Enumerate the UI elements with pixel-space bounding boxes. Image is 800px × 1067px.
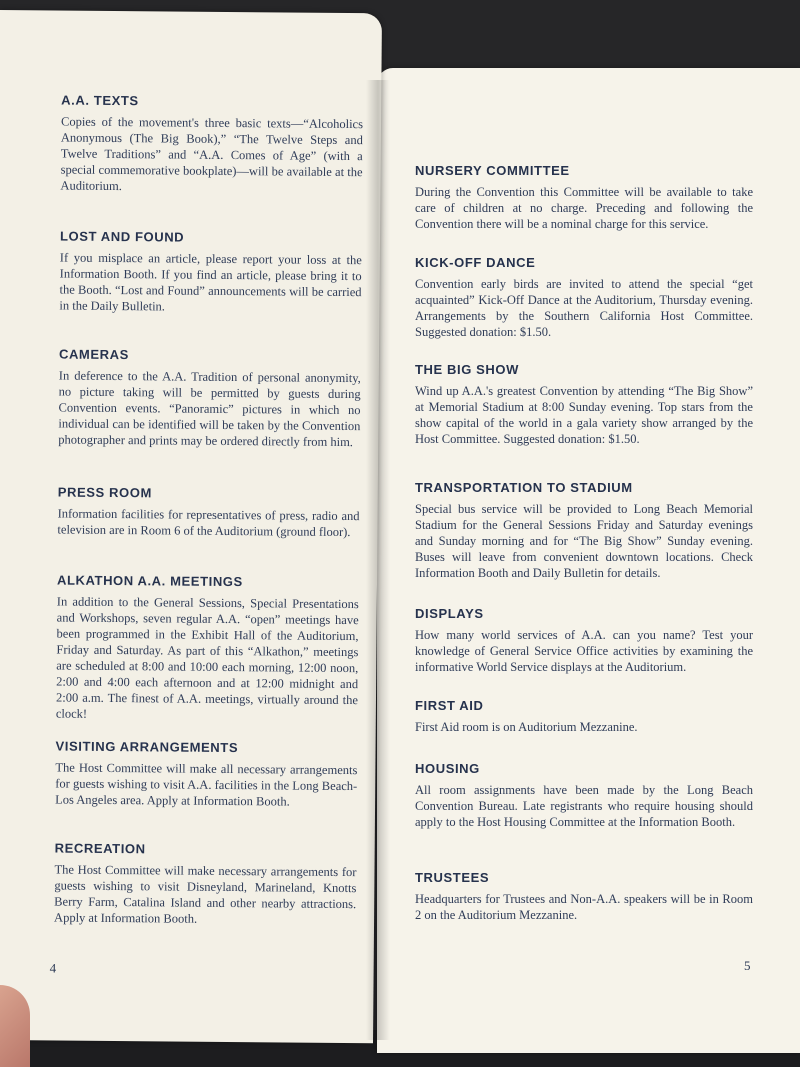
section-body: The Host Committee will make necessary arrangements for guests wishing to visit Disneyland, Marineland, Knotts Berry Farm, Catalina Island and other nearby attractions. Apply at Information Booth. bbox=[54, 862, 357, 926]
section-body: Copies of the movement's three basic texts—“Alcoholics Anonymous (The Big Book),” “The Twelve Steps and Twelve Traditions” and “A.A. Comes of Age” (with a special commemorative bookplate)—will be available at the Auditorium. bbox=[60, 114, 364, 194]
section-displays bbox=[415, 606, 753, 675]
section-body: Wind up A.A.'s greatest Convention by attending “The Big Show” at Memorial Stadium at 8:00 Sunday evening. Top stars from the show capital of the world in a gala variety show arranged by the Host Committee. Suggested donation: $1.50. bbox=[415, 384, 753, 446]
section-trustees bbox=[415, 870, 753, 923]
section-body: In addition to the General Sessions, Special Presentations and Workshops, seven regular A.A. “open” meetings have been programmed in the Exhibit Hall of the Auditorium, Friday and Saturday. As part of this “Alkathon,” meetings are scheduled at 8:00 and 10:00 each morning, 12:00 noon, 2:00 and 4:00 each afternoon and at 12:00 midnight and 2:00 a.m. The finest of A.A. meetings, virtually around the clock! bbox=[55, 594, 359, 721]
section-body: Special bus service will be provided to Long Beach Memorial Stadium for the General Sessions Friday and Saturday evenings and Sunday morning and for “The Big Show” Sunday evening. Buses will leave from convenient downtown locations. Check Information Booth and Daily Bulletin for details. bbox=[415, 502, 753, 580]
section-body: Convention early birds are invited to attend the special “get acquainted” Kick-Off Dance at the Auditorium, Thursday evening. Arrangements by the Southern California Host Committee. Suggested donation: $1.50. bbox=[415, 277, 753, 339]
section-recreation bbox=[54, 841, 357, 929]
section-aa-texts bbox=[60, 93, 363, 197]
right-page bbox=[377, 68, 800, 1053]
section-cameras bbox=[58, 347, 361, 451]
section-heading: NURSERY COMMITTEE bbox=[415, 163, 570, 178]
section-heading: LOST AND FOUND bbox=[59, 228, 185, 245]
section-nursery-committee bbox=[415, 163, 753, 232]
section-body: How many world services of A.A. can you name? Test your knowledge of General Service Office activities by examining the informative World Service displays at the Auditorium. bbox=[415, 628, 753, 674]
section-heading: CAMERAS bbox=[58, 346, 130, 363]
section-housing bbox=[415, 761, 753, 830]
section-alkathon bbox=[56, 573, 359, 725]
section-heading: PRESS ROOM bbox=[57, 484, 152, 501]
section-heading: RECREATION bbox=[54, 840, 146, 857]
section-body: Headquarters for Trustees and Non-A.A. speakers will be in Room 2 on the Auditorium Mezzanine. bbox=[415, 892, 753, 922]
section-body: Information facilities for representatives of press, radio and television are in Room 6 of the Auditorium (ground floor). bbox=[57, 506, 360, 540]
section-heading: HOUSING bbox=[415, 761, 480, 776]
page-number: 5 bbox=[744, 958, 751, 973]
section-kick-off-dance bbox=[415, 255, 753, 340]
section-body: During the Convention this Committee will be available to take care of children at no charge. Preceding and following the Convention there will be a nominal charge for this service. bbox=[415, 185, 753, 231]
section-heading: A.A. TEXTS bbox=[61, 92, 139, 109]
section-heading: DISPLAYS bbox=[415, 606, 484, 621]
section-press-room bbox=[57, 485, 359, 541]
section-body: The Host Committee will make all necessary arrangements for guests wishing to visit A.A. facilities in the Long Beach-Los Angeles area. Apply at Information Booth. bbox=[55, 760, 358, 809]
section-visiting-arrangements bbox=[55, 739, 358, 811]
left-page bbox=[0, 10, 382, 1043]
section-transportation bbox=[415, 480, 753, 581]
section-lost-and-found bbox=[59, 229, 362, 317]
section-heading: TRANSPORTATION TO STADIUM bbox=[415, 480, 633, 495]
section-big-show bbox=[415, 362, 753, 447]
section-heading: VISITING ARRANGEMENTS bbox=[55, 738, 239, 756]
page-number: 4 bbox=[49, 960, 57, 976]
section-first-aid bbox=[415, 698, 753, 735]
section-body: All room assignments have been made by the Long Beach Convention Bureau. Late registrants who require housing should apply to the Host Housing Committee at the Information Booth. bbox=[415, 783, 753, 829]
book-gutter-shadow bbox=[366, 80, 390, 1040]
section-heading: FIRST AID bbox=[415, 698, 484, 713]
section-heading: ALKATHON A.A. MEETINGS bbox=[56, 572, 243, 590]
section-body: If you misplace an article, please report your loss at the Information Booth. If you find an article, please bring it to the Booth. “Lost and Found” announcements will be carried in the Daily Bulletin. bbox=[59, 250, 362, 314]
section-heading: THE BIG SHOW bbox=[415, 362, 519, 377]
section-heading: TRUSTEES bbox=[415, 870, 490, 885]
section-heading: KICK-OFF DANCE bbox=[415, 255, 536, 270]
section-body: First Aid room is on Auditorium Mezzanine. bbox=[415, 720, 638, 734]
section-body: In deference to the A.A. Tradition of personal anonymity, no picture taking will be permitted by guests during Convention events. “Panoramic” pictures in which no individual can be identified will be taken by the Convention photographer and prints may be ordered directly from him. bbox=[58, 368, 361, 450]
